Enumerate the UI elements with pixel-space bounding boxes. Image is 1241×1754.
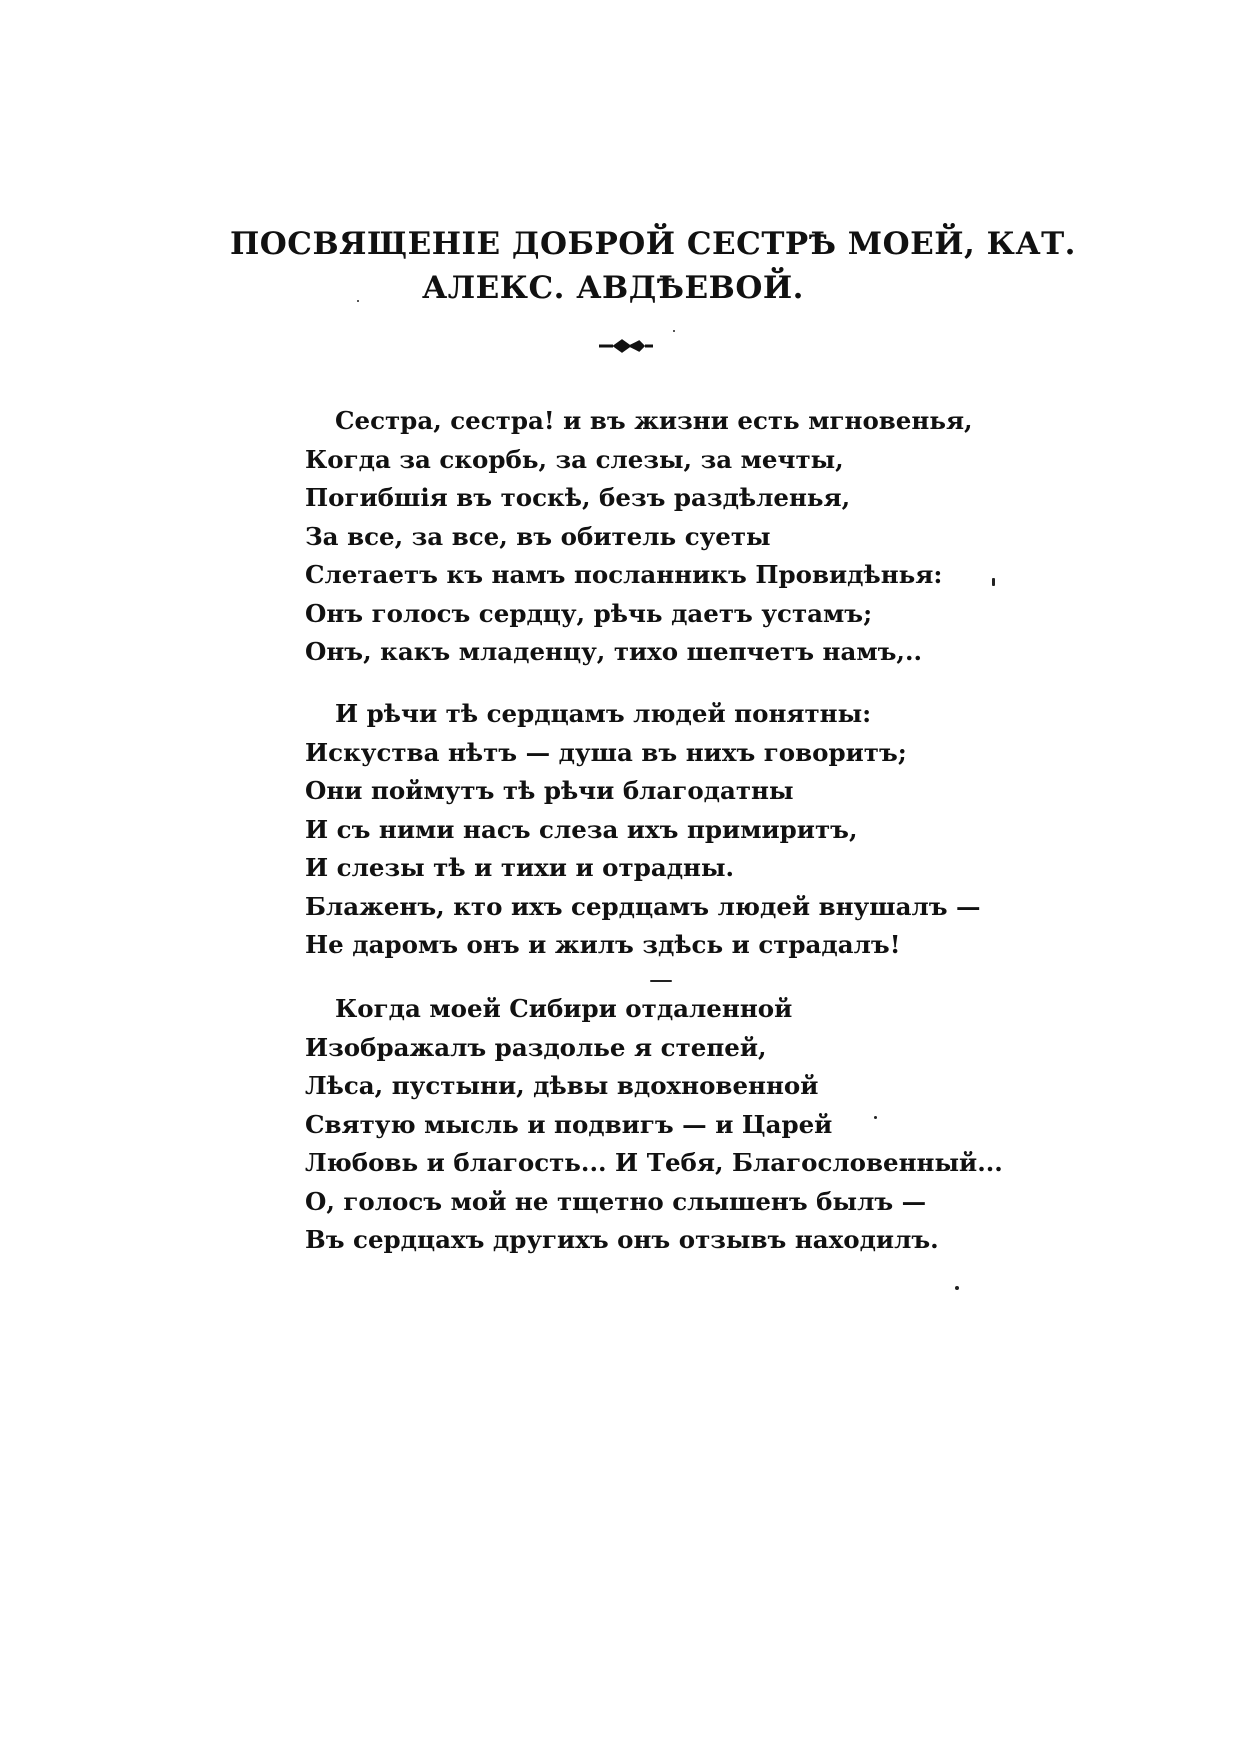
verse-line: Любовь и благость... И Тебя, Благословенный...: [305, 1148, 1003, 1177]
verse-line: Они поймутъ тѣ рѣчи благодатны: [305, 776, 794, 805]
verse-line: Блаженъ, кто ихъ сердцамъ людей внушалъ —: [305, 891, 981, 921]
verse-line: Погибшія въ тоскѣ, безъ раздѣленья,: [305, 483, 851, 512]
verse-line: И слезы тѣ и тихи и отрадны.: [305, 853, 735, 882]
scan-speck: [992, 578, 995, 586]
stanza-3: [305, 990, 1025, 1260]
scan-speck: [955, 1286, 959, 1290]
verse-line: Сестра, сестра! и въ жизни есть мгновенья,: [335, 406, 973, 435]
scan-speck: [357, 300, 359, 302]
verse-line: Слетаетъ къ намъ посланникъ Провидѣнья:: [305, 560, 943, 589]
verse-line: Не даромъ онъ и жилъ здѣсь и страдалъ!: [305, 930, 901, 959]
scan-speck: [673, 330, 675, 332]
verse-line: Онъ голосъ сердцу, рѣчь даетъ устамъ;: [305, 598, 873, 628]
verse-line: Лѣса, пустыни, дѣвы вдохновенной: [305, 1071, 819, 1100]
scan-speck: [874, 1116, 877, 1119]
verse-line: Изображалъ раздолье я степей,: [305, 1032, 767, 1062]
title-line-2: АЛЕКС. АВДѢЕВОЙ.: [422, 270, 804, 306]
verse-line: Искуства нѣтъ — душа въ нихъ говоритъ;: [305, 737, 907, 767]
verse-line: Когда за скорбь, за слезы, за мечты,: [305, 444, 844, 474]
stanza-2: [305, 695, 1025, 965]
verse-line: Когда моей Сибири отдаленной: [335, 994, 793, 1023]
verse-line: Святую мысль и подвигъ — и Царей: [305, 1109, 833, 1139]
verse-line: Въ сердцахъ другихъ онъ отзывъ находилъ.: [305, 1225, 939, 1254]
ornament-divider-icon: [595, 336, 655, 356]
verse-line: И рѣчи тѣ сердцамъ людей понятны:: [335, 699, 872, 728]
verse-line: За все, за все, въ обитель суеты: [305, 521, 771, 551]
verse-line: Онъ, какъ младенцу, тихо шепчетъ намъ,..: [305, 637, 923, 666]
stanza-1: [305, 402, 1025, 672]
verse-line: О, голосъ мой не тщетно слышенъ былъ —: [305, 1186, 927, 1216]
title-line-1: ПОСВЯЩЕНІЕ ДОБРОЙ СЕСТРѢ МОЕЙ, КАТ.: [230, 226, 1076, 262]
scan-speck: [650, 980, 672, 982]
verse-line: И съ ними насъ слеза ихъ примиритъ,: [305, 814, 858, 844]
dedication-title: [230, 222, 1076, 310]
